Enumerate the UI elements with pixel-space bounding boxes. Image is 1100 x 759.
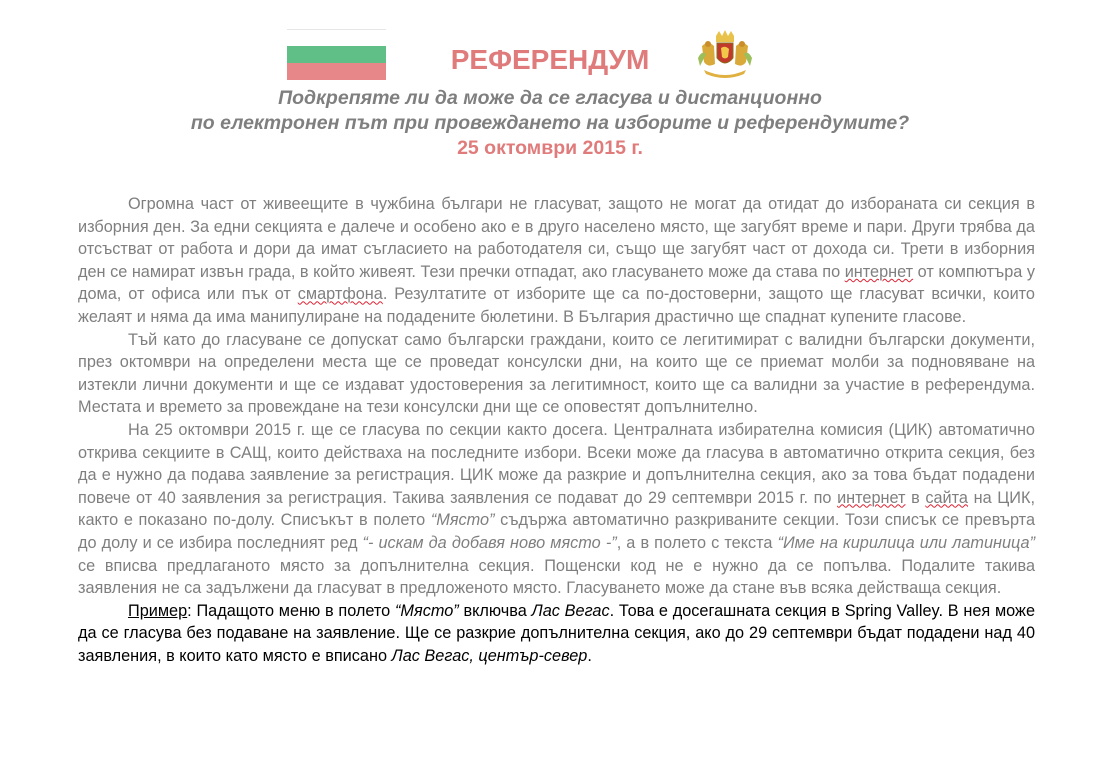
spellcheck-word: интернет [837, 488, 906, 507]
referendum-date: 25 октомври 2015 г. [457, 137, 643, 159]
spellcheck-word: интернет [844, 262, 914, 281]
field-name: “Място” [395, 601, 459, 620]
example-paragraph [78, 600, 1035, 668]
question-line-1: Подкрепяте ли да може да се гласува и дистанционно [278, 87, 822, 109]
location-name: Лас Вегас, център-север [391, 646, 588, 665]
text-span: съдържа автоматично разкриваните секции. Този списък се превърта до долу и се избира последният ред [78, 511, 1035, 552]
text-span: : Падащото меню в полето [187, 601, 396, 620]
page-title: РЕФЕРЕНДУМ [450, 44, 650, 75]
text-span: включва [458, 601, 532, 620]
option-name: “- искам да добавя ново място -” [362, 533, 617, 552]
text-span: . [587, 646, 592, 665]
field-name: “Място” [430, 511, 495, 530]
text-span: , а в полето с текста [616, 533, 778, 552]
referendum-question [0, 86, 1100, 136]
document-body [78, 193, 1035, 667]
spellcheck-word: смартфона [297, 285, 383, 304]
text-span: Огромна част от живеещите в чужбина българи не гласуват, защото не могат да отидат до избораната си секция в изборния ден. За едни секцията е далече и особено ако е в друго населено място, ще загубят време и пари. Други трябва да отсъстват от работа и дори да имат съгласието на работодателя си, също ще загубят част от дохода си. Трети в изборния ден се намират извън града, в който живеят. Тези пречки отпадат, ако гласуването може да става по [78, 195, 1035, 281]
text-span: от компютъра у дома, от офиса или пък от [78, 262, 1035, 304]
field-name: “Име на кирилица или латиница” [777, 533, 1035, 552]
text-span: на ЦИК, както е показано по-долу. Списъкът в полето [78, 488, 1035, 530]
paragraph-3 [78, 419, 1035, 600]
paragraph-1 [78, 193, 1035, 329]
spellcheck-word: сайта [925, 488, 968, 507]
text-span: . Резултатите от изборите ще са по-достоверни, защото ще гласуват всички, които желаят и няма да има манипулиране на подадените бюлетини. В България драстично ще спаднат купените гласове. [78, 285, 1035, 326]
location-name: Лас Вегас [531, 601, 610, 620]
question-line-2: по електронен път при провеждането на изборите и референдумите? [190, 112, 910, 134]
text-span: се вписва предлаганото място за допълнителна секция. Пощенски код не е нужно да се попълва. Подалите такива заявления не са задължени да гласуват в предложеното място. Гласуването може да стане във всяка действаща секция. [78, 556, 1035, 598]
text-span: На 25 октомври 2015 г. ще се гласува по секции както досега. Централната избирателна комисия (ЦИК) автоматично открива секциите в САЩ, които действаха на последните избори. Всеки може да гласува в автоматично открита секция, без да е нужно да подава заявление за регистрация. ЦИК може да разкрие и допълнителна секция, ако за това бъдат подадени повече от 40 заявления за регистрация. Такива заявления се подават до 29 септември 2015 г. по [78, 420, 1035, 507]
text-span: . Това е досегашната секция в Spring Valley. В нея може да се гласува без подаване на заявление. Ще се разкрие допълнителна секция, ако до 29 септември бъдат подадени над 40 заявления, в които като място е вписано [78, 601, 1035, 665]
example-label: Пример [128, 601, 188, 620]
paragraph-2: Тъй като до гласуване се допускат само български граждани, които се легитимират с валидни български документи, през октомври на определени места ще се проведат консулски дни, на които ще се приемат молби за подновяване на изтекли лични документи и ще се издават удостоверения за легитимност, които ще са валидни за участие в референдума. Местата и времето за провеждане на тези консулски дни ще се оповестят допълнително. [78, 330, 1035, 417]
text-span: в [905, 488, 926, 507]
